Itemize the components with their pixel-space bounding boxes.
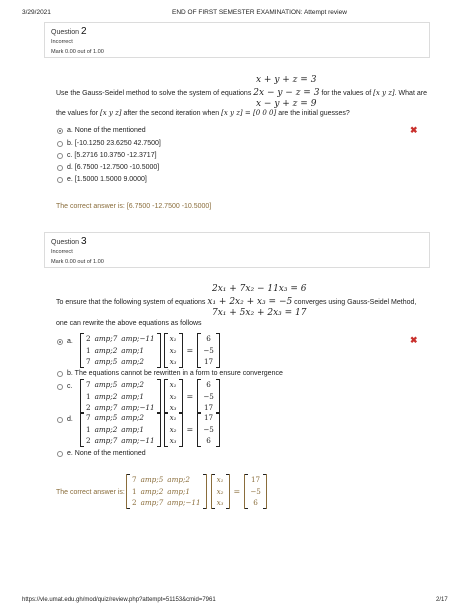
q3-correct-answer-label: The correct answer is: xyxy=(56,489,125,496)
matrix-cell: x₃ xyxy=(169,357,177,366)
question-2-info-box xyxy=(44,22,430,58)
matrix-cell: x₂ xyxy=(169,345,177,355)
q2-option-a-radio[interactable] xyxy=(57,128,63,134)
q3-a-x-vector xyxy=(164,333,183,368)
matrix-cell: amp;1 xyxy=(121,424,144,434)
matrix-cell: 2 xyxy=(86,436,91,445)
q3-c-x-vector xyxy=(164,379,183,414)
question-2-status: Incorrect xyxy=(51,39,73,45)
matrix-cell: amp;7 xyxy=(94,403,118,412)
q2-equation-3: x − y + z = 9 xyxy=(256,99,317,109)
q2-option-e[interactable]: e. [1.5000 1.5000 9.0000] xyxy=(67,176,147,183)
matrix-cell: amp;2 xyxy=(94,424,118,434)
matrix-cell: amp;−11 xyxy=(167,498,201,507)
matrix-cell: 17 xyxy=(250,475,261,484)
q2-prompt-line-2: the values for [x y z] after the second iteration when [x y z] = [0 0 0] are the initial guesses? xyxy=(56,109,350,117)
matrix-cell: 7 xyxy=(86,380,91,389)
q3-d-x-vector xyxy=(164,412,183,447)
matrix-cell: amp;2 xyxy=(121,357,144,366)
page-header-title: END OF FIRST SEMESTER EXAMINATION: Attempt review xyxy=(172,9,347,16)
q3-option-c-letter[interactable]: c. xyxy=(67,383,73,390)
matrix-cell: 7 xyxy=(132,475,137,484)
matrix-cell: amp;1 xyxy=(121,345,144,355)
matrix-cell: 7 xyxy=(86,413,91,422)
q3-option-b[interactable]: b. The equations cannot be rewritten in a form to ensure convergence xyxy=(67,370,283,377)
matrix-cell: x₂ xyxy=(169,391,177,401)
matrix-cell: amp;2 xyxy=(167,475,190,484)
q2-option-e-radio[interactable] xyxy=(57,177,63,183)
matrix-cell: 1 xyxy=(86,424,91,434)
matrix-cell: 1 xyxy=(86,345,91,355)
matrix-cell: amp;7 xyxy=(94,334,118,343)
question-3-mark: Mark 0.00 out of 1.00 xyxy=(51,259,104,265)
matrix-cell: amp;7 xyxy=(94,436,118,445)
q3-correct-coeff-matrix xyxy=(126,474,207,509)
q3-option-a-radio[interactable] xyxy=(57,339,63,345)
q3-prompt-line-1: To ensure that the following system of equations x₁ + 2x₂ + x₃ = −5 converges using Gauss-Seidel Method, xyxy=(56,297,417,307)
q3-correct-answer-matrix xyxy=(126,474,267,509)
q3-option-a-matrix[interactable] xyxy=(80,333,220,368)
matrix-cell: amp;5 xyxy=(94,357,118,366)
q3-equation-1: 2x₁ + 7x₂ − 11x₃ = 6 xyxy=(212,284,307,294)
q3-d-rhs-vector xyxy=(197,412,220,447)
q2-option-a[interactable]: a. None of the mentioned xyxy=(67,127,146,134)
q3-equation-3: 7x₁ + 5x₂ + 2x₃ = 17 xyxy=(212,308,307,318)
matrix-cell: x₃ xyxy=(169,403,177,412)
question-2-mark: Mark 0.00 out of 1.00 xyxy=(51,49,104,55)
q3-correct-rhs-vector xyxy=(244,474,267,509)
q3-option-b-radio[interactable] xyxy=(57,371,63,377)
matrix-cell: 7 xyxy=(86,357,91,366)
matrix-cell: amp;5 xyxy=(140,475,164,484)
matrix-cell: x₂ xyxy=(216,486,224,496)
matrix-cell: 6 xyxy=(253,498,258,507)
matrix-cell: 6 xyxy=(206,380,211,389)
matrix-cell: amp;−11 xyxy=(121,436,155,445)
equals-sign: = xyxy=(233,486,241,496)
matrix-cell: x₁ xyxy=(216,475,224,484)
q3-option-c-matrix[interactable] xyxy=(80,379,220,414)
q2-option-c[interactable]: c. [5.2716 10.3750 -12.3717] xyxy=(67,152,157,159)
q3-c-rhs-vector xyxy=(197,379,220,414)
matrix-cell: 1 xyxy=(86,391,91,401)
equals-sign: = xyxy=(186,424,194,434)
matrix-cell: 17 xyxy=(203,413,214,422)
incorrect-x-icon: ✖ xyxy=(410,125,418,135)
matrix-cell: −5 xyxy=(203,345,214,355)
matrix-cell: 2 xyxy=(86,403,91,412)
q3-c-coeff-matrix xyxy=(80,379,161,414)
question-2-title: Question 2 xyxy=(51,26,87,37)
question-3-title: Question 3 xyxy=(51,236,87,247)
matrix-cell: −5 xyxy=(203,424,214,434)
q3-a-coeff-matrix xyxy=(80,333,161,368)
q3-option-e-radio[interactable] xyxy=(57,451,63,457)
equals-sign: = xyxy=(186,391,194,401)
matrix-cell: 2 xyxy=(132,498,137,507)
q3-option-d-matrix[interactable] xyxy=(80,412,220,447)
matrix-cell: −5 xyxy=(250,486,261,496)
matrix-cell: amp;−11 xyxy=(121,403,155,412)
matrix-cell: amp;1 xyxy=(167,486,190,496)
matrix-cell: amp;2 xyxy=(121,380,144,389)
q2-option-d-radio[interactable] xyxy=(57,165,63,171)
matrix-cell: amp;1 xyxy=(121,391,144,401)
q2-option-d[interactable]: d. [6.7500 -12.7500 -10.5000] xyxy=(67,164,160,171)
matrix-cell: x₃ xyxy=(169,436,177,445)
question-3-status: Incorrect xyxy=(51,249,73,255)
q3-option-d-letter[interactable]: d. xyxy=(67,416,73,423)
q3-option-c-radio[interactable] xyxy=(57,384,63,390)
matrix-cell: 17 xyxy=(203,403,214,412)
matrix-cell: amp;2 xyxy=(121,413,144,422)
matrix-cell: 1 xyxy=(132,486,137,496)
q3-option-e[interactable]: e. None of the mentioned xyxy=(67,450,146,457)
q2-correct-answer: The correct answer is: [6.7500 -12.7500 -10.5000] xyxy=(56,203,212,210)
q2-option-b-radio[interactable] xyxy=(57,141,63,147)
matrix-cell: amp;2 xyxy=(94,345,118,355)
q3-option-d-radio[interactable] xyxy=(57,417,63,423)
q3-option-a-letter[interactable]: a. xyxy=(67,338,73,345)
matrix-cell: −5 xyxy=(203,391,214,401)
matrix-cell: 17 xyxy=(203,357,214,366)
q2-equation-1: x + y + z = 3 xyxy=(256,75,317,85)
matrix-cell: x₂ xyxy=(169,424,177,434)
matrix-cell: x₁ xyxy=(169,334,177,343)
q3-a-rhs-vector xyxy=(197,333,220,368)
incorrect-x-icon: ✖ xyxy=(410,335,418,345)
footer-page-number: 2/17 xyxy=(436,597,448,603)
matrix-cell: 2 xyxy=(86,334,91,343)
matrix-cell: amp;−11 xyxy=(121,334,155,343)
matrix-cell: 6 xyxy=(206,436,211,445)
print-date: 3/29/2021 xyxy=(22,9,51,16)
footer-url: https://vle.umat.edu.gh/mod/quiz/review.php?attempt=51153&cmid=7961 xyxy=(22,597,216,603)
equals-sign: = xyxy=(186,345,194,355)
q2-option-c-radio[interactable] xyxy=(57,153,63,159)
q2-option-b[interactable]: b. [-10.1250 23.6250 42.7500] xyxy=(67,140,161,147)
q3-correct-x-vector xyxy=(211,474,230,509)
matrix-cell: x₁ xyxy=(169,380,177,389)
q3-d-coeff-matrix xyxy=(80,412,161,447)
matrix-cell: amp;5 xyxy=(94,413,118,422)
matrix-cell: x₃ xyxy=(216,498,224,507)
matrix-cell: x₁ xyxy=(169,413,177,422)
matrix-cell: 6 xyxy=(206,334,211,343)
matrix-cell: amp;2 xyxy=(94,391,118,401)
question-3-info-box xyxy=(44,232,430,268)
q3-prompt-line-2: one can rewrite the above equations as follows xyxy=(56,320,202,327)
matrix-cell: amp;2 xyxy=(140,486,164,496)
matrix-cell: amp;5 xyxy=(94,380,118,389)
q2-prompt-line-1: Use the Gauss-Seidel method to solve the system of equations 2x − y − z = 3 for the values of [x y z]. What are xyxy=(56,88,427,98)
matrix-cell: amp;7 xyxy=(140,498,164,507)
